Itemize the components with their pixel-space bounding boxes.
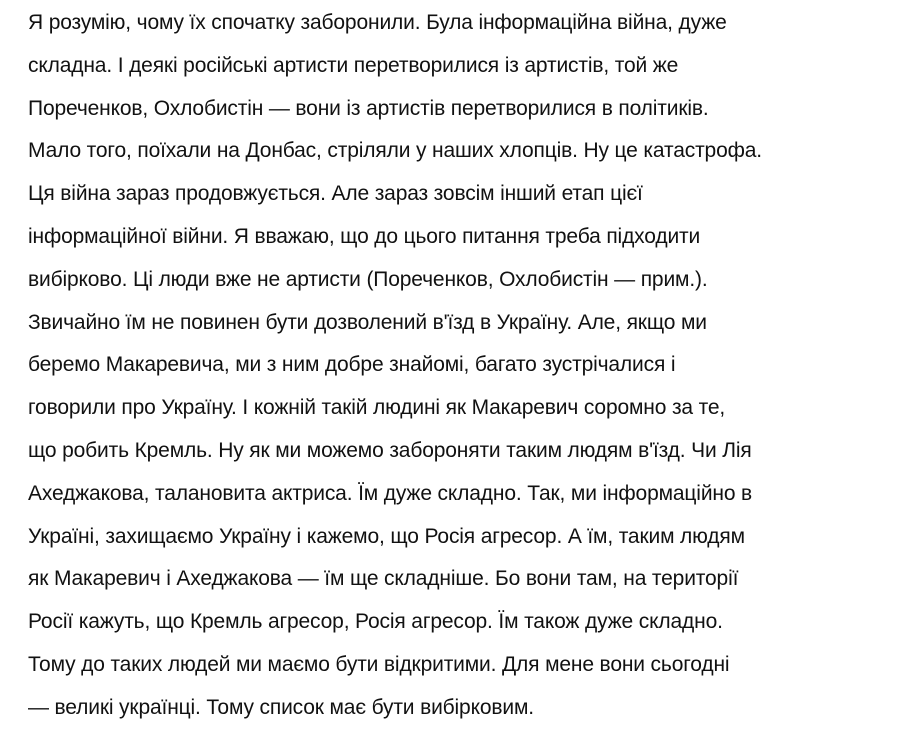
text-line-5: Ця війна зараз продовжується. Але зараз зовсім інший етап цієї <box>28 182 643 206</box>
text-line-6: інформаційної війни. Я вважаю, що до цього питання треба підходити <box>28 224 701 248</box>
text-line-8: Звичайно їм не повинен бути дозволений в'їзд в Україну. Але, якщо ми <box>28 310 707 334</box>
text-line-9: беремо Макаревича, ми з ним добре знайомі, багато зустрічалися і <box>28 353 676 377</box>
quote-paragraph <box>28 2 908 730</box>
text-line-10: говорили про Україну. І кожній такій людині як Макаревич соромно за те, <box>28 396 726 420</box>
text-line-12: Ахеджакова, талановита актриса. Їм дуже складно. Так, ми інформаційно в <box>28 481 753 505</box>
text-line-7: вибірково. Ці люди вже не артисти (Пореченков, Охлобистін — прим.). <box>28 267 708 291</box>
text-line-4: Мало того, поїхали на Донбас, стріляли у наших хлопців. Ну це катастрофа. <box>28 139 762 163</box>
text-line-1: Я розумію, чому їх спочатку заборонили. Була інформаційна війна, дуже <box>28 11 727 34</box>
text-line-17: — великі українці. Тому список має бути вибірковим. <box>28 695 534 719</box>
text-line-15: Росії кажуть, що Кремль агресор, Росія агресор. Їм також дуже складно. <box>28 610 723 634</box>
text-line-14: як Макаревич і Ахеджакова — їм ще складніше. Бо вони там, на території <box>28 567 739 591</box>
article-body <box>28 2 908 730</box>
text-line-3: Пореченков, Охлобистін — вони із артистів перетворилися в політиків. <box>28 96 709 120</box>
text-line-2: складна. І деякі російські артисти перетворилися із артистів, той же <box>28 53 679 77</box>
text-line-11: що робить Кремль. Ну як ми можемо забороняти таким людям в'їзд. Чи Лія <box>28 438 752 462</box>
text-line-13: Україні, захищаємо Україну і кажемо, що Росія агресор. А їм, таким людям <box>28 524 745 548</box>
text-line-16: Тому до таких людей ми маємо бути відкритими. Для мене вони сьогодні <box>28 652 730 676</box>
